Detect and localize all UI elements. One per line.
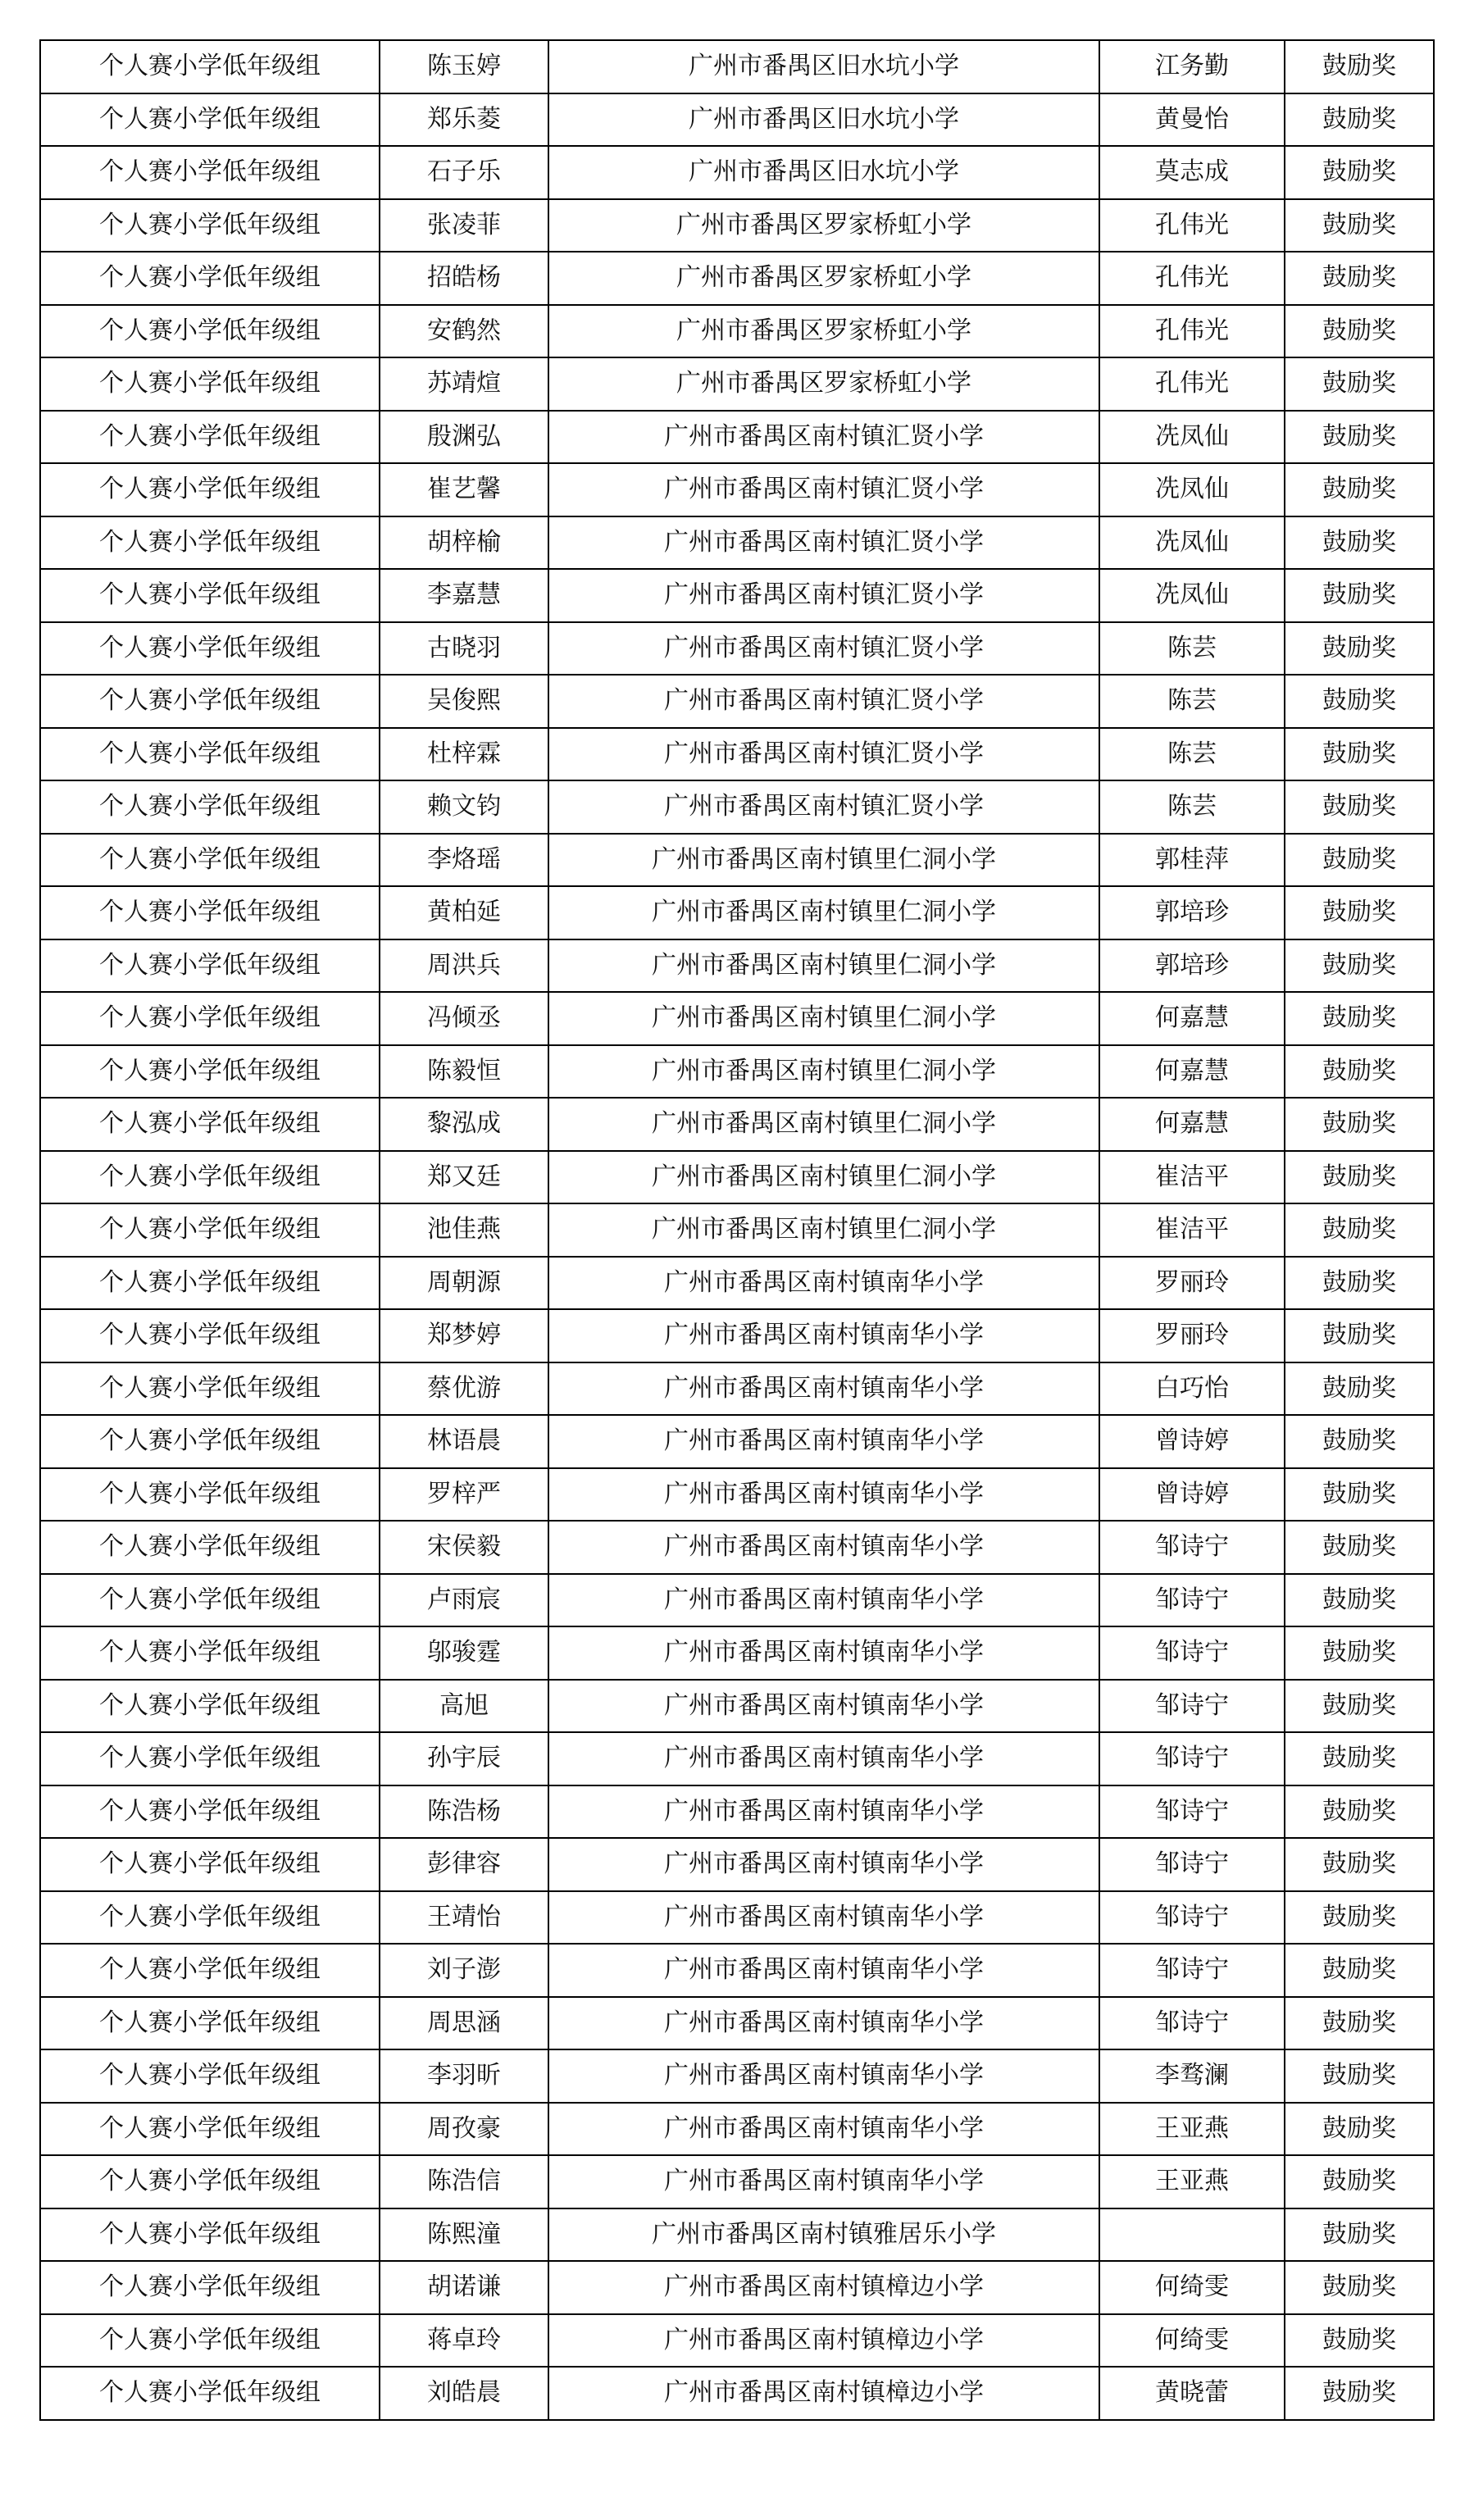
cell-student-name: 石子乐 [380,146,548,199]
cell-group: 个人赛小学低年级组 [40,357,380,411]
cell-teacher: 邹诗宁 [1099,1521,1285,1574]
cell-student-name: 蔡优游 [380,1362,548,1416]
cell-student-name: 郑梦婷 [380,1309,548,1362]
cell-school: 广州市番禺区南村镇里仁洞小学 [548,939,1099,993]
table-row [40,1098,1434,1151]
cell-group: 个人赛小学低年级组 [40,1521,380,1574]
cell-teacher: 崔洁平 [1099,1203,1285,1257]
cell-award: 鼓励奖 [1285,1257,1434,1310]
cell-award: 鼓励奖 [1285,886,1434,939]
cell-student-name: 殷渊弘 [380,411,548,464]
cell-teacher: 邹诗宁 [1099,1626,1285,1680]
table-row [40,252,1434,305]
cell-teacher: 陈芸 [1099,622,1285,675]
cell-school: 广州市番禺区南村镇汇贤小学 [548,411,1099,464]
cell-school: 广州市番禺区南村镇里仁洞小学 [548,1045,1099,1099]
cell-teacher: 邹诗宁 [1099,1574,1285,1627]
cell-award: 鼓励奖 [1285,2314,1434,2368]
cell-group: 个人赛小学低年级组 [40,675,380,728]
table-row [40,886,1434,939]
cell-teacher: 罗丽玲 [1099,1309,1285,1362]
cell-group: 个人赛小学低年级组 [40,1203,380,1257]
cell-student-name: 李羽昕 [380,2049,548,2103]
cell-teacher: 孔伟光 [1099,357,1285,411]
cell-award: 鼓励奖 [1285,2155,1434,2208]
cell-award: 鼓励奖 [1285,357,1434,411]
cell-school: 广州市番禺区南村镇汇贤小学 [548,569,1099,622]
cell-award: 鼓励奖 [1285,1468,1434,1522]
cell-student-name: 古晓羽 [380,622,548,675]
cell-school: 广州市番禺区旧水坑小学 [548,93,1099,147]
cell-group: 个人赛小学低年级组 [40,1944,380,1997]
cell-group: 个人赛小学低年级组 [40,622,380,675]
cell-school: 广州市番禺区南村镇汇贤小学 [548,622,1099,675]
cell-school: 广州市番禺区罗家桥虹小学 [548,252,1099,305]
cell-award: 鼓励奖 [1285,1574,1434,1627]
table-row [40,1997,1434,2050]
cell-school: 广州市番禺区南村镇南华小学 [548,1891,1099,1945]
cell-group: 个人赛小学低年级组 [40,1098,380,1151]
table-row [40,834,1434,887]
cell-award: 鼓励奖 [1285,411,1434,464]
cell-group: 个人赛小学低年级组 [40,252,380,305]
table-row [40,1415,1434,1468]
cell-student-name: 宋侯毅 [380,1521,548,1574]
cell-group: 个人赛小学低年级组 [40,992,380,1045]
cell-student-name: 陈浩杨 [380,1785,548,1839]
cell-group: 个人赛小学低年级组 [40,2367,380,2420]
cell-award: 鼓励奖 [1285,146,1434,199]
cell-award: 鼓励奖 [1285,40,1434,93]
table-row [40,1680,1434,1733]
cell-teacher: 何绮雯 [1099,2261,1285,2314]
cell-student-name: 林语晨 [380,1415,548,1468]
cell-school: 广州市番禺区南村镇樟边小学 [548,2261,1099,2314]
cell-student-name: 黄柏延 [380,886,548,939]
cell-award: 鼓励奖 [1285,1944,1434,1997]
cell-teacher: 郭培珍 [1099,886,1285,939]
table-row [40,1574,1434,1627]
cell-award: 鼓励奖 [1285,1098,1434,1151]
cell-school: 广州市番禺区旧水坑小学 [548,146,1099,199]
cell-teacher: 白巧怡 [1099,1362,1285,1416]
cell-teacher: 陈芸 [1099,780,1285,834]
cell-student-name: 李烙瑶 [380,834,548,887]
table-row [40,1203,1434,1257]
cell-award: 鼓励奖 [1285,939,1434,993]
cell-school: 广州市番禺区南村镇樟边小学 [548,2367,1099,2420]
cell-award: 鼓励奖 [1285,1732,1434,1785]
table-row [40,1151,1434,1204]
cell-school: 广州市番禺区南村镇南华小学 [548,2049,1099,2103]
table-row [40,1891,1434,1945]
cell-group: 个人赛小学低年级组 [40,1574,380,1627]
cell-school: 广州市番禺区南村镇雅居乐小学 [548,2208,1099,2262]
cell-group: 个人赛小学低年级组 [40,1997,380,2050]
cell-school: 广州市番禺区南村镇南华小学 [548,1732,1099,1785]
cell-group: 个人赛小学低年级组 [40,780,380,834]
cell-school: 广州市番禺区南村镇南华小学 [548,2103,1099,2156]
cell-group: 个人赛小学低年级组 [40,728,380,781]
table-row [40,305,1434,358]
cell-group: 个人赛小学低年级组 [40,463,380,516]
cell-student-name: 陈浩信 [380,2155,548,2208]
table-row [40,1468,1434,1522]
cell-school: 广州市番禺区南村镇南华小学 [548,1362,1099,1416]
table-row [40,1309,1434,1362]
cell-group: 个人赛小学低年级组 [40,939,380,993]
cell-student-name: 刘皓晨 [380,2367,548,2420]
cell-student-name: 陈熙潼 [380,2208,548,2262]
cell-award: 鼓励奖 [1285,93,1434,147]
table-row [40,1521,1434,1574]
cell-student-name: 黎泓成 [380,1098,548,1151]
cell-school: 广州市番禺区南村镇南华小学 [548,1574,1099,1627]
cell-teacher: 何嘉慧 [1099,1045,1285,1099]
cell-award: 鼓励奖 [1285,1891,1434,1945]
cell-award: 鼓励奖 [1285,199,1434,252]
cell-group: 个人赛小学低年级组 [40,516,380,570]
cell-teacher: 王亚燕 [1099,2155,1285,2208]
table-row [40,357,1434,411]
table-row [40,1732,1434,1785]
cell-award: 鼓励奖 [1285,1309,1434,1362]
cell-school: 广州市番禺区南村镇里仁洞小学 [548,1203,1099,1257]
cell-teacher: 孔伟光 [1099,252,1285,305]
cell-school: 广州市番禺区南村镇南华小学 [548,1838,1099,1891]
cell-group: 个人赛小学低年级组 [40,1362,380,1416]
cell-school: 广州市番禺区南村镇汇贤小学 [548,728,1099,781]
cell-group: 个人赛小学低年级组 [40,1257,380,1310]
cell-award: 鼓励奖 [1285,1521,1434,1574]
cell-teacher: 邹诗宁 [1099,1944,1285,1997]
cell-school: 广州市番禺区罗家桥虹小学 [548,305,1099,358]
cell-teacher: 李骛澜 [1099,2049,1285,2103]
cell-award: 鼓励奖 [1285,2208,1434,2262]
cell-teacher: 冼凤仙 [1099,569,1285,622]
cell-teacher: 邹诗宁 [1099,1680,1285,1733]
cell-student-name: 张凌菲 [380,199,548,252]
cell-teacher: 王亚燕 [1099,2103,1285,2156]
cell-student-name: 赖文钧 [380,780,548,834]
table-row [40,2367,1434,2420]
table-row [40,728,1434,781]
cell-school: 广州市番禺区南村镇南华小学 [548,1468,1099,1522]
cell-school: 广州市番禺区南村镇里仁洞小学 [548,1151,1099,1204]
table-row [40,516,1434,570]
cell-award: 鼓励奖 [1285,305,1434,358]
cell-student-name: 罗梓严 [380,1468,548,1522]
cell-school: 广州市番禺区南村镇汇贤小学 [548,780,1099,834]
cell-teacher: 冼凤仙 [1099,463,1285,516]
cell-teacher: 冼凤仙 [1099,516,1285,570]
table-row [40,2049,1434,2103]
cell-award: 鼓励奖 [1285,252,1434,305]
cell-teacher: 黄曼怡 [1099,93,1285,147]
cell-student-name: 孙宇辰 [380,1732,548,1785]
cell-teacher: 罗丽玲 [1099,1257,1285,1310]
table-row [40,1785,1434,1839]
cell-award: 鼓励奖 [1285,1680,1434,1733]
cell-group: 个人赛小学低年级组 [40,1626,380,1680]
cell-teacher: 曾诗婷 [1099,1415,1285,1468]
cell-teacher: 孔伟光 [1099,305,1285,358]
cell-group: 个人赛小学低年级组 [40,146,380,199]
cell-student-name: 邬骏霆 [380,1626,548,1680]
cell-group: 个人赛小学低年级组 [40,1151,380,1204]
cell-teacher: 崔洁平 [1099,1151,1285,1204]
table-row [40,1257,1434,1310]
cell-school: 广州市番禺区南村镇汇贤小学 [548,463,1099,516]
table-row [40,939,1434,993]
table-row [40,992,1434,1045]
cell-student-name: 刘子澎 [380,1944,548,1997]
cell-group: 个人赛小学低年级组 [40,2314,380,2368]
cell-award: 鼓励奖 [1285,1045,1434,1099]
cell-award: 鼓励奖 [1285,1151,1434,1204]
cell-award: 鼓励奖 [1285,992,1434,1045]
cell-school: 广州市番禺区南村镇里仁洞小学 [548,834,1099,887]
cell-award: 鼓励奖 [1285,622,1434,675]
table-row [40,2314,1434,2368]
award-list-table [39,39,1435,2421]
table-row [40,2261,1434,2314]
cell-award: 鼓励奖 [1285,463,1434,516]
cell-group: 个人赛小学低年级组 [40,411,380,464]
cell-student-name: 胡梓榆 [380,516,548,570]
cell-school: 广州市番禺区南村镇南华小学 [548,1944,1099,1997]
table-row [40,199,1434,252]
cell-student-name: 周洪兵 [380,939,548,993]
cell-school: 广州市番禺区南村镇南华小学 [548,1680,1099,1733]
cell-award: 鼓励奖 [1285,1997,1434,2050]
cell-teacher: 曾诗婷 [1099,1468,1285,1522]
cell-award: 鼓励奖 [1285,1785,1434,1839]
table-row [40,463,1434,516]
cell-school: 广州市番禺区罗家桥虹小学 [548,357,1099,411]
cell-group: 个人赛小学低年级组 [40,1309,380,1362]
cell-teacher: 郭培珍 [1099,939,1285,993]
cell-teacher [1099,2208,1285,2262]
cell-group: 个人赛小学低年级组 [40,199,380,252]
cell-award: 鼓励奖 [1285,834,1434,887]
cell-school: 广州市番禺区南村镇南华小学 [548,1521,1099,1574]
cell-award: 鼓励奖 [1285,728,1434,781]
cell-award: 鼓励奖 [1285,2367,1434,2420]
cell-school: 广州市番禺区南村镇汇贤小学 [548,516,1099,570]
cell-student-name: 吴俊熙 [380,675,548,728]
cell-group: 个人赛小学低年级组 [40,305,380,358]
cell-award: 鼓励奖 [1285,2049,1434,2103]
cell-group: 个人赛小学低年级组 [40,93,380,147]
table-row [40,93,1434,147]
cell-group: 个人赛小学低年级组 [40,569,380,622]
cell-student-name: 胡诺谦 [380,2261,548,2314]
cell-award: 鼓励奖 [1285,675,1434,728]
cell-student-name: 王靖怡 [380,1891,548,1945]
cell-group: 个人赛小学低年级组 [40,1680,380,1733]
cell-group: 个人赛小学低年级组 [40,2155,380,2208]
table-row [40,2103,1434,2156]
cell-school: 广州市番禺区南村镇南华小学 [548,1309,1099,1362]
cell-teacher: 黄晓蕾 [1099,2367,1285,2420]
cell-award: 鼓励奖 [1285,2261,1434,2314]
cell-award: 鼓励奖 [1285,1626,1434,1680]
cell-school: 广州市番禺区南村镇南华小学 [548,1257,1099,1310]
cell-teacher: 何嘉慧 [1099,1098,1285,1151]
table-row [40,40,1434,93]
table-row [40,146,1434,199]
cell-student-name: 李嘉慧 [380,569,548,622]
cell-teacher: 莫志成 [1099,146,1285,199]
cell-student-name: 彭律容 [380,1838,548,1891]
cell-teacher: 何嘉慧 [1099,992,1285,1045]
cell-student-name: 周孜豪 [380,2103,548,2156]
cell-award: 鼓励奖 [1285,1203,1434,1257]
cell-school: 广州市番禺区南村镇里仁洞小学 [548,886,1099,939]
cell-award: 鼓励奖 [1285,1838,1434,1891]
cell-school: 广州市番禺区南村镇南华小学 [548,1626,1099,1680]
cell-group: 个人赛小学低年级组 [40,886,380,939]
cell-student-name: 陈毅恒 [380,1045,548,1099]
cell-student-name: 冯倾丞 [380,992,548,1045]
cell-group: 个人赛小学低年级组 [40,1838,380,1891]
award-list-body [40,40,1434,2420]
cell-student-name: 崔艺馨 [380,463,548,516]
table-row [40,622,1434,675]
cell-award: 鼓励奖 [1285,569,1434,622]
cell-student-name: 招皓杨 [380,252,548,305]
cell-award: 鼓励奖 [1285,516,1434,570]
cell-student-name: 池佳燕 [380,1203,548,1257]
cell-student-name: 苏靖煊 [380,357,548,411]
cell-school: 广州市番禺区南村镇南华小学 [548,1415,1099,1468]
cell-award: 鼓励奖 [1285,1362,1434,1416]
cell-group: 个人赛小学低年级组 [40,1468,380,1522]
table-row [40,411,1434,464]
cell-teacher: 邹诗宁 [1099,1891,1285,1945]
table-row [40,1362,1434,1416]
cell-teacher: 陈芸 [1099,675,1285,728]
cell-group: 个人赛小学低年级组 [40,1415,380,1468]
cell-teacher: 邹诗宁 [1099,1838,1285,1891]
cell-student-name: 卢雨宸 [380,1574,548,1627]
cell-teacher: 郭桂萍 [1099,834,1285,887]
cell-group: 个人赛小学低年级组 [40,834,380,887]
cell-group: 个人赛小学低年级组 [40,1785,380,1839]
table-row [40,569,1434,622]
table-row [40,1838,1434,1891]
cell-student-name: 安鹤然 [380,305,548,358]
cell-school: 广州市番禺区南村镇樟边小学 [548,2314,1099,2368]
cell-student-name: 陈玉婷 [380,40,548,93]
cell-teacher: 邹诗宁 [1099,1997,1285,2050]
cell-school: 广州市番禺区罗家桥虹小学 [548,199,1099,252]
cell-group: 个人赛小学低年级组 [40,1732,380,1785]
cell-award: 鼓励奖 [1285,780,1434,834]
cell-award: 鼓励奖 [1285,2103,1434,2156]
cell-student-name: 周朝源 [380,1257,548,1310]
cell-teacher: 邹诗宁 [1099,1732,1285,1785]
table-row [40,2208,1434,2262]
cell-group: 个人赛小学低年级组 [40,2208,380,2262]
cell-group: 个人赛小学低年级组 [40,1891,380,1945]
award-list-table-container [39,39,1433,2421]
cell-award: 鼓励奖 [1285,1415,1434,1468]
cell-group: 个人赛小学低年级组 [40,2103,380,2156]
cell-group: 个人赛小学低年级组 [40,2049,380,2103]
cell-school: 广州市番禺区南村镇南华小学 [548,2155,1099,2208]
cell-student-name: 周思涵 [380,1997,548,2050]
table-row [40,1626,1434,1680]
cell-student-name: 郑乐菱 [380,93,548,147]
cell-teacher: 陈芸 [1099,728,1285,781]
cell-teacher: 何绮雯 [1099,2314,1285,2368]
cell-school: 广州市番禺区南村镇南华小学 [548,1785,1099,1839]
cell-teacher: 孔伟光 [1099,199,1285,252]
cell-teacher: 冼凤仙 [1099,411,1285,464]
table-row [40,780,1434,834]
cell-student-name: 郑又廷 [380,1151,548,1204]
cell-student-name: 蒋卓玲 [380,2314,548,2368]
table-row [40,1944,1434,1997]
cell-teacher: 江务勤 [1099,40,1285,93]
cell-school: 广州市番禺区南村镇里仁洞小学 [548,992,1099,1045]
table-row [40,675,1434,728]
cell-school: 广州市番禺区旧水坑小学 [548,40,1099,93]
cell-teacher: 邹诗宁 [1099,1785,1285,1839]
cell-student-name: 杜梓霖 [380,728,548,781]
cell-school: 广州市番禺区南村镇里仁洞小学 [548,1098,1099,1151]
cell-school: 广州市番禺区南村镇汇贤小学 [548,675,1099,728]
cell-group: 个人赛小学低年级组 [40,40,380,93]
cell-group: 个人赛小学低年级组 [40,2261,380,2314]
cell-student-name: 高旭 [380,1680,548,1733]
table-row [40,1045,1434,1099]
cell-group: 个人赛小学低年级组 [40,1045,380,1099]
cell-school: 广州市番禺区南村镇南华小学 [548,1997,1099,2050]
table-row [40,2155,1434,2208]
